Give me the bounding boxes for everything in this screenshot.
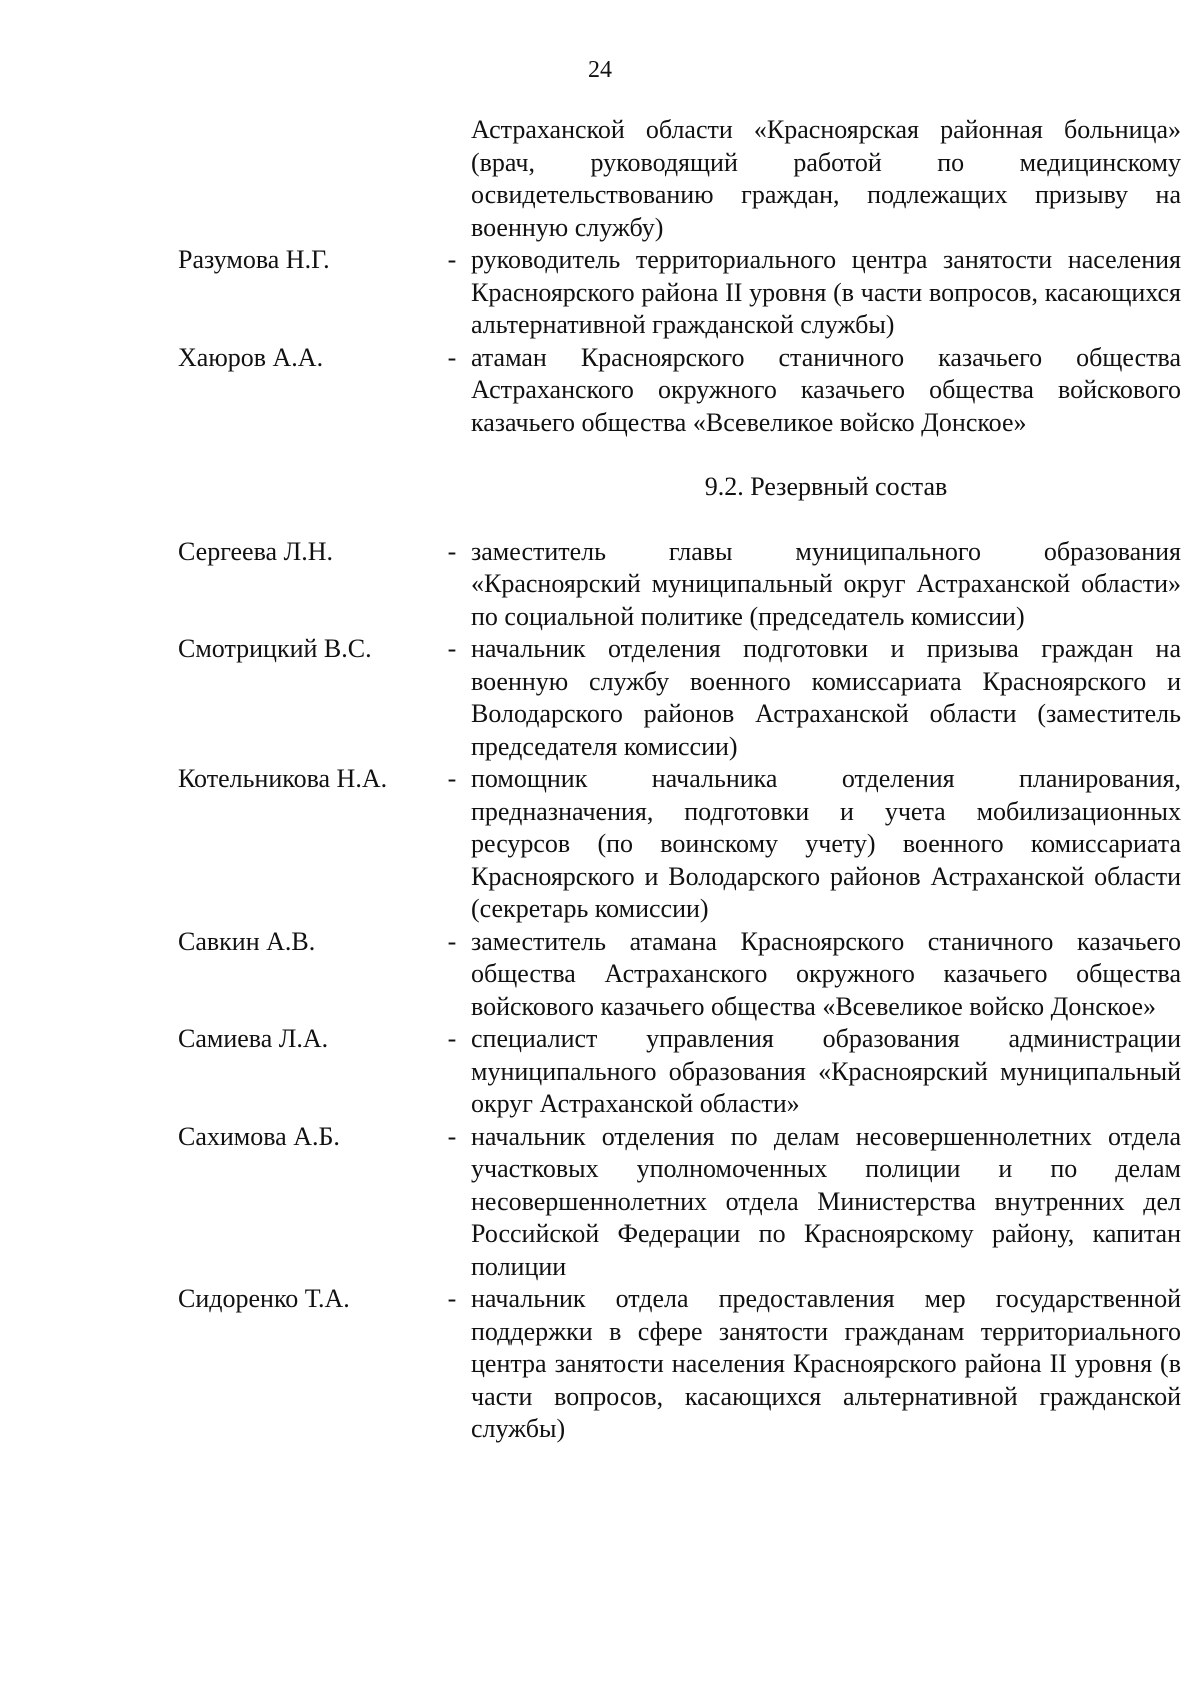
member-entry — [178, 1283, 1181, 1446]
member-dash: - — [447, 926, 457, 956]
member-name: Сидоренко Т.А. — [178, 1284, 350, 1313]
member-dash: - — [447, 245, 457, 274]
member-entry — [178, 342, 1181, 440]
section-heading: 9.2. Резервный состав — [704, 472, 948, 501]
member-name: Сергеева Л.Н. — [178, 536, 333, 566]
continuation-text: Астраханской области «Красноярская районная больница» (врач, руководящий работой по медицинскому освидетельствованию граждан, подлежащих призыву на военную службу) — [471, 115, 1181, 242]
member-description: заместитель атамана Красноярского станичного казачьего общества Астраханского окружного казачьего общества войскового казачьего общества «Всевеликое войско Донское» — [471, 926, 1181, 1021]
member-dash: - — [447, 764, 457, 793]
member-description: руководитель территориального центра занятости населения Красноярского района II уровня (в части вопросов, касающихся альтернативной гражданской службы) — [471, 245, 1181, 339]
member-dash: - — [447, 536, 457, 566]
member-description: помощник начальника отделения планирования, предназначения, подготовки и учета мобилизационных ресурсов (по воинскому учету) военного комиссариата Красноярского и Володарского районов Астраханской области (секретарь комиссии) — [471, 764, 1181, 923]
member-dash: - — [447, 1024, 457, 1053]
member-name: Смотрицкий В.С. — [178, 634, 372, 663]
reserve-members-list — [178, 536, 1181, 1446]
member-entry — [178, 244, 1181, 342]
member-description: заместитель главы муниципального образования «Красноярский муниципальный округ Астраханской области» по социальной политике (председатель комиссии) — [471, 536, 1181, 631]
member-description: начальник отделения по делам несовершеннолетних отдела участковых уполномоченных полиции и по делам несовершеннолетних отдела Министерства внутренних дел Российской Федерации по Красноярскому району, капитан полиции — [471, 1121, 1181, 1281]
member-name: Сахимова А.Б. — [178, 1121, 340, 1151]
member-name: Котельникова Н.А. — [178, 764, 388, 793]
member-description: атаман Красноярского станичного казачьего общества Астраханского окружного казачьего общества войскового казачьего общества «Всевеликое войско Донское» — [471, 342, 1181, 437]
main-members-list — [178, 244, 1181, 439]
member-dash: - — [447, 1121, 457, 1151]
member-name: Савкин А.В. — [178, 926, 316, 956]
member-dash: - — [447, 634, 457, 663]
member-entry — [178, 763, 1181, 926]
member-name: Самиева Л.А. — [178, 1024, 329, 1053]
member-entry — [178, 633, 1181, 763]
member-dash: - — [447, 342, 457, 372]
member-description: начальник отделения подготовки и призыва граждан на военную службу военного комиссариата Красноярского и Володарского районов Астраханской области (заместитель председателя комиссии) — [471, 634, 1181, 761]
document-body — [178, 114, 1181, 1446]
member-description: специалист управления образования администрации муниципального образования «Красноярский муниципальный округ Астраханской области» — [471, 1024, 1181, 1118]
member-entry — [178, 926, 1181, 1024]
member-entry — [178, 536, 1181, 634]
member-dash: - — [447, 1284, 457, 1313]
member-name: Разумова Н.Г. — [178, 245, 330, 274]
page-number: 24 — [588, 57, 612, 83]
member-entry — [178, 1023, 1181, 1121]
member-description: начальник отдела предоставления мер государственной поддержки в сфере занятости гражданам территориального центра занятости населения Красноярского района II уровня (в части вопросов, касающихся альтернативной гражданской службы) — [471, 1284, 1181, 1443]
member-entry — [178, 1121, 1181, 1284]
member-name: Хаюров А.А. — [178, 342, 324, 372]
